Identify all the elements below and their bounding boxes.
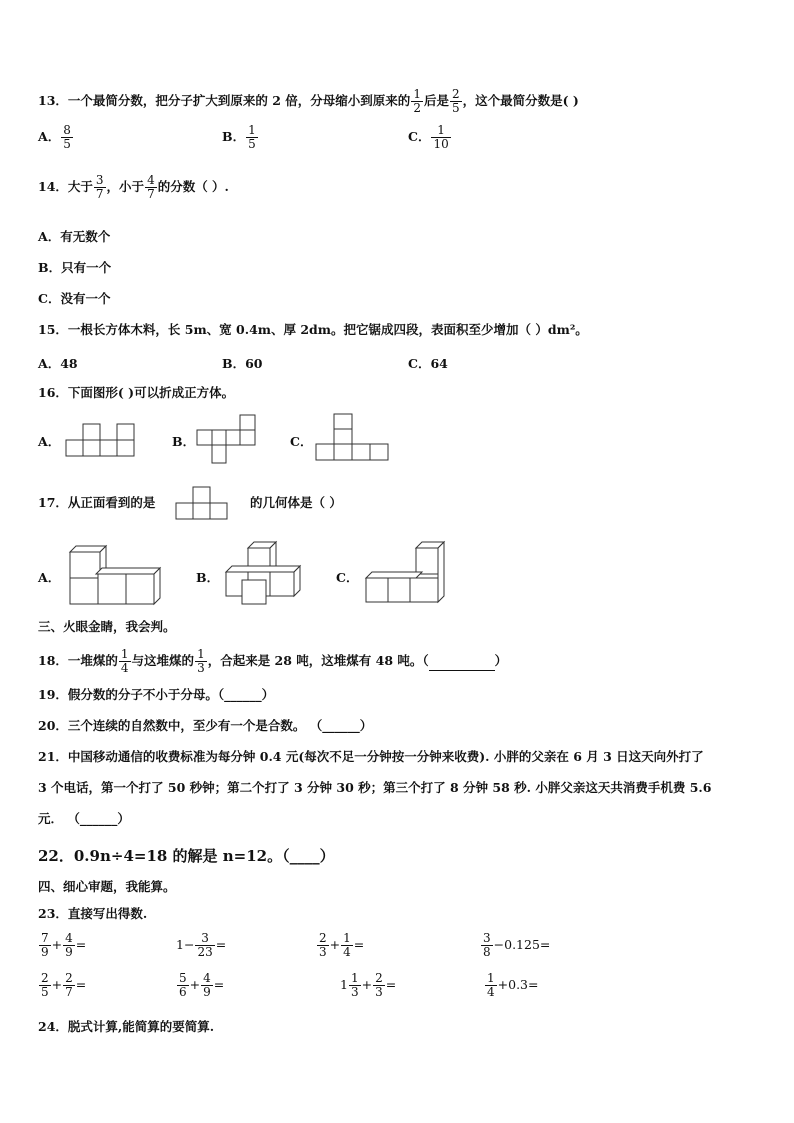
question-20: 20．三个连续的自然数中，至少有一个是合数。 （______） [38, 718, 373, 733]
front-view-figure [176, 487, 228, 521]
question-17-text-b: 的几何体是（ ） [250, 495, 342, 510]
answer-blank[interactable] [429, 652, 495, 671]
option-a[interactable]: A． $\frac{8}{5}$ [38, 123, 71, 151]
fraction: $\frac{2}{5}$ [451, 87, 460, 115]
option-c[interactable]: C．没有一个 [38, 291, 111, 306]
net-figure-a [66, 424, 136, 458]
option-c[interactable]: C． [290, 434, 313, 449]
question-23: 23．直接写出得数. [38, 906, 148, 921]
option-b[interactable]: B．只有一个 [38, 260, 112, 275]
section-heading-3: 三、火眼金睛，我会判。 [38, 619, 176, 634]
fraction: $\frac{1}{3}$ [197, 647, 205, 675]
section-heading-4: 四、细心审题，我能算。 [38, 879, 176, 894]
expression: $\frac{1}{4}$ +0.3= [487, 971, 539, 999]
option-b[interactable]: B．60 [222, 356, 263, 371]
question-16: 16．下面图形( )可以折成正方体。 [38, 385, 235, 400]
expression: 1− $\frac{3}{23}$ = [176, 931, 227, 959]
option-a[interactable]: A．48 [38, 356, 78, 371]
question-24: 24．脱式计算,能简算的要简算. [38, 1019, 215, 1034]
net-figure-b [197, 415, 257, 465]
option-a[interactable]: A． [38, 570, 61, 585]
question-22: 22．0.9n÷4=18 的解是 n=12。（____） [38, 847, 335, 865]
option-c[interactable]: C． $\frac{1}{10}$ [408, 123, 449, 151]
option-b[interactable]: B． [196, 570, 220, 585]
question-17-text-a: 17．从正面看到的是 [38, 495, 156, 510]
question-18: 18．一堆煤的 $\frac{1}{4}$ 与这堆煤的 $\frac{1}{3}$ ，合起来是 28 吨，这堆煤有 48 吨。（ ） [38, 647, 508, 675]
expression: 1 $\frac{1}{3}$ + $\frac{2}{3}$ = [340, 971, 397, 999]
option-a[interactable]: A．有无数个 [38, 229, 111, 244]
question-19: 19．假分数的分子不小于分母。（______） [38, 687, 275, 702]
solid-figure-a [68, 544, 164, 606]
option-c[interactable]: C． [336, 570, 359, 585]
option-b[interactable]: B． [172, 434, 196, 449]
expression: $\frac{2}{5}$ + $\frac{2}{7}$ = [41, 971, 87, 999]
option-b[interactable]: B． $\frac{1}{5}$ [222, 123, 256, 151]
net-figure-c [316, 414, 390, 462]
expression: $\frac{3}{8}$ −0.125= [483, 931, 551, 959]
option-a[interactable]: A． [38, 434, 61, 449]
fraction: $\frac{1}{2}$ [413, 87, 421, 115]
question-13: 13．一个最简分数，把分子扩大到原来的 2 倍，分母缩小到原来的 $\frac{1}{2}$ 后是 $\frac{2}{5}$ ，这个最简分数是( ) [38, 87, 579, 115]
fraction: $\frac{1}{4}$ [120, 647, 129, 675]
expression: $\frac{7}{9}$ + $\frac{4}{9}$ = [41, 931, 87, 959]
expression: $\frac{5}{6}$ + $\frac{4}{9}$ = [179, 971, 225, 999]
question-21-line-1: 21．中国移动通信的收费标准为每分钟 0.4 元(每次不足一分钟按一分钟来收费). 小胖的父亲在 6 月 3 日这天向外打了 [38, 749, 704, 764]
fraction: $\frac{4}{7}$ [147, 173, 155, 201]
question-14: 14．大于 $\frac{3}{7}$ ，小于 $\frac{4}{7}$ 的分数（ ）. [38, 173, 229, 201]
option-c[interactable]: C．64 [408, 356, 448, 371]
fraction: $\frac{3}{7}$ [95, 173, 104, 201]
question-21-line-2: 3 个电话，第一个打了 50 秒钟；第二个打了 3 分钟 30 秒；第三个打了 8 分钟 58 秒. 小胖父亲这天共消费手机费 5.6 [38, 780, 712, 795]
solid-figure-b [224, 540, 308, 608]
question-21-line-3: 元． （______） [38, 811, 130, 826]
solid-figure-c [364, 540, 446, 606]
expression: $\frac{2}{3}$ + $\frac{1}{4}$ = [319, 931, 365, 959]
question-15: 15．一根长方体木料，长 5m、宽 0.4m、厚 2dm。把它锯成四段，表面积至少增加（ ）dm²。 [38, 322, 588, 337]
